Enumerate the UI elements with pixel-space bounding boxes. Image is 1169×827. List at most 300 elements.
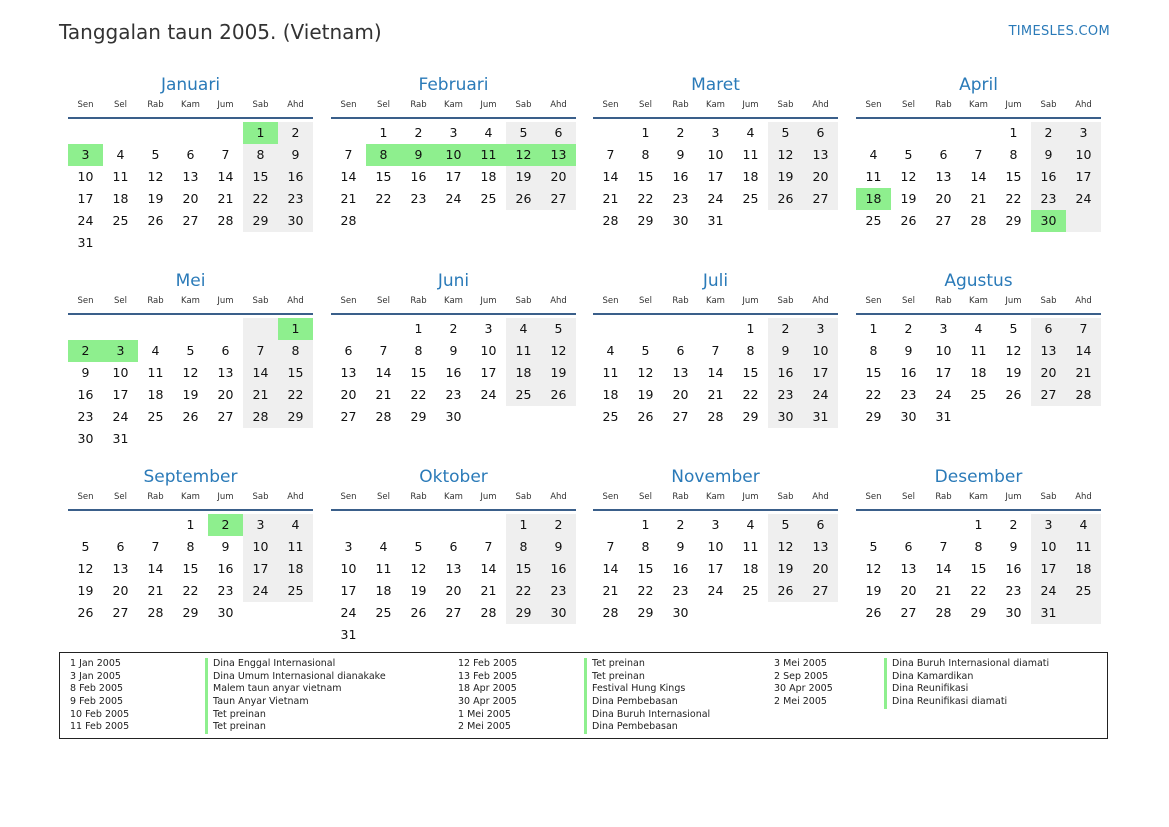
day-cell: 22 (410, 387, 427, 402)
weekday-label: Sel (639, 296, 652, 306)
weekday-label: Jum (1005, 100, 1022, 110)
day-cell: 18 (147, 387, 164, 402)
weekday-label: Sen (77, 100, 94, 110)
weekday-label: Jum (1005, 296, 1022, 306)
day-cell: 16 (1040, 169, 1057, 184)
day-cell: 27 (112, 605, 129, 620)
day-cell: 19 (900, 191, 917, 206)
day-cell: 7 (256, 343, 265, 358)
day-cell: 24 (445, 191, 462, 206)
day-cell: 18 (515, 365, 532, 380)
weekday-label: Sen (77, 492, 94, 502)
day-cell: 4 (291, 517, 300, 532)
day-cell: 21 (252, 387, 269, 402)
day-cell: 1 (746, 321, 755, 336)
weekday-label: Rab (410, 296, 427, 306)
day-cell: 9 (1009, 539, 1018, 554)
day-cell: 28 (147, 605, 164, 620)
day-cell: 1 (641, 517, 650, 532)
legend-holiday-name: Dina Buruh Internasional (584, 709, 710, 722)
legend-names-1 (205, 658, 386, 734)
day-grid (856, 511, 1101, 643)
day-cell: 7 (939, 539, 948, 554)
day-cell: 11 (1075, 539, 1092, 554)
weekday-label: Sab (252, 100, 269, 110)
weekday-label: Ahd (812, 100, 829, 110)
day-cell: 5 (641, 343, 650, 358)
day-cell: 8 (291, 343, 300, 358)
day-cell: 2 (676, 125, 685, 140)
day-cell: 22 (375, 191, 392, 206)
day-cell: 22 (287, 387, 304, 402)
day-cell: 17 (77, 191, 94, 206)
day-cell: 25 (112, 213, 129, 228)
weekday-label: Ahd (550, 492, 567, 502)
day-cell: 19 (550, 365, 567, 380)
day-grid (331, 315, 576, 447)
weekday-label: Rab (147, 296, 164, 306)
legend-date: 30 Apr 2005 (774, 683, 833, 695)
holiday-legend (59, 652, 1108, 739)
day-cell: 25 (1075, 583, 1092, 598)
day-cell: 2 (676, 517, 685, 532)
day-cell: 21 (1075, 365, 1092, 380)
day-cell: 14 (480, 561, 497, 576)
day-cell: 23 (1040, 191, 1057, 206)
day-cell: 24 (707, 191, 724, 206)
day-cell: 8 (186, 539, 195, 554)
day-cell: 28 (707, 409, 724, 424)
day-cell: 16 (287, 169, 304, 184)
day-cell: 6 (186, 147, 195, 162)
day-cell: 10 (112, 365, 129, 380)
day-cell: 29 (865, 409, 882, 424)
day-cell: 8 (256, 147, 265, 162)
day-cell: 30 (550, 605, 567, 620)
day-cell: 23 (410, 191, 427, 206)
day-cell: 15 (865, 365, 882, 380)
day-cell: 8 (1009, 147, 1018, 162)
legend-date: 13 Feb 2005 (458, 670, 518, 682)
day-cell: 26 (550, 387, 567, 402)
day-cell: 15 (252, 169, 269, 184)
day-cell: 21 (602, 191, 619, 206)
brand-link[interactable]: TIMESLES.COM (1008, 24, 1110, 39)
day-cell: 26 (777, 191, 794, 206)
weekday-label: Ahd (550, 296, 567, 306)
day-cell: 1 (379, 125, 388, 140)
day-cell: 14 (707, 365, 724, 380)
day-cell: 7 (379, 343, 388, 358)
weekday-label: Sel (639, 492, 652, 502)
day-cell: 3 (344, 539, 353, 554)
day-cell: 20 (812, 561, 829, 576)
day-cell: 22 (970, 583, 987, 598)
day-cell: 5 (781, 517, 790, 532)
weekday-label: Kam (706, 492, 725, 502)
month-name: Desember (934, 467, 1023, 487)
day-grid (68, 119, 313, 251)
day-cell: 29 (410, 409, 427, 424)
weekday-label: Ahd (550, 100, 567, 110)
day-cell: 2 (449, 321, 458, 336)
day-cell: 25 (375, 605, 392, 620)
day-cell: 9 (81, 365, 90, 380)
legend-date: 12 Feb 2005 (458, 658, 518, 669)
day-cell: 6 (904, 539, 913, 554)
day-cell: 6 (676, 343, 685, 358)
day-cell: 10 (1075, 147, 1092, 162)
day-cell: 23 (77, 409, 94, 424)
day-cell: 21 (375, 387, 392, 402)
weekday-label: Ahd (1075, 492, 1092, 502)
day-cell: 31 (812, 409, 829, 424)
day-cell: 25 (147, 409, 164, 424)
day-cell: 20 (812, 169, 829, 184)
day-cell: 28 (217, 213, 234, 228)
day-cell: 5 (151, 147, 160, 162)
weekday-label: Kam (969, 100, 988, 110)
day-cell: 10 (707, 539, 724, 554)
day-cell: 17 (340, 583, 357, 598)
day-cell: 6 (449, 539, 458, 554)
day-cell: 5 (1009, 321, 1018, 336)
day-cell: 7 (606, 539, 615, 554)
day-cell: 15 (637, 561, 654, 576)
day-cell: 23 (287, 191, 304, 206)
weekday-label: Kam (969, 492, 988, 502)
day-cell: 29 (637, 605, 654, 620)
day-grid (593, 511, 838, 643)
day-cell: 25 (865, 213, 882, 228)
day-cell: 26 (77, 605, 94, 620)
weekday-label: Sen (602, 100, 619, 110)
day-cell: 1 (641, 125, 650, 140)
legend-date: 2 Sep 2005 (774, 670, 829, 682)
legend-date: 11 Feb 2005 (70, 721, 130, 733)
day-cell: 11 (375, 561, 392, 576)
day-cell: 24 (812, 387, 829, 402)
day-cell: 21 (340, 191, 357, 206)
legend-date: 8 Feb 2005 (70, 683, 124, 695)
weekday-label: Sen (77, 296, 94, 306)
day-cell: 4 (1079, 517, 1088, 532)
legend-holiday-name: Tet preinan (584, 671, 710, 684)
day-cell: 9 (676, 539, 685, 554)
day-cell: 20 (900, 583, 917, 598)
day-cell: 21 (217, 191, 234, 206)
day-cell: 11 (147, 365, 164, 380)
day-cell: 16 (77, 387, 94, 402)
weekday-label: Rab (935, 492, 952, 502)
day-cell: 27 (812, 191, 829, 206)
weekday-label: Sab (252, 296, 269, 306)
legend-names-3 (884, 658, 1049, 709)
day-cell: 14 (602, 169, 619, 184)
weekday-label: Jum (480, 100, 497, 110)
day-cell: 30 (777, 409, 794, 424)
day-cell: 31 (1040, 605, 1057, 620)
day-cell: 3 (939, 321, 948, 336)
weekday-label: Sen (865, 100, 882, 110)
day-cell: 17 (1075, 169, 1092, 184)
day-cell: 4 (974, 321, 983, 336)
day-cell: 18 (112, 191, 129, 206)
weekday-label: Sel (114, 492, 127, 502)
weekday-label: Ahd (1075, 100, 1092, 110)
page-title: Tanggalan taun 2005. (Vietnam) (59, 20, 382, 44)
day-cell: 12 (77, 561, 94, 576)
legend-date: 30 Apr 2005 (458, 696, 517, 708)
day-cell: 20 (550, 169, 567, 184)
legend-dates-2 (458, 658, 517, 734)
day-cell: 30 (672, 605, 689, 620)
day-cell: 12 (182, 365, 199, 380)
day-cell: 29 (252, 213, 269, 228)
weekday-label: Sen (340, 296, 357, 306)
day-cell: 15 (375, 169, 392, 184)
day-grid (331, 119, 576, 251)
weekday-label: Jum (480, 492, 497, 502)
month-name: Juni (437, 271, 470, 291)
day-cell: 13 (812, 539, 829, 554)
day-cell: 11 (865, 169, 882, 184)
day-cell: 5 (414, 539, 423, 554)
weekday-label: Sab (515, 100, 532, 110)
month-name: Februari (418, 75, 489, 95)
day-cell: 13 (340, 365, 357, 380)
day-cell: 3 (256, 517, 265, 532)
weekday-label: Rab (147, 492, 164, 502)
weekday-label: Sab (1040, 296, 1057, 306)
weekday-label: Jum (217, 296, 234, 306)
day-cell: 24 (252, 583, 269, 598)
day-cell: 12 (147, 169, 164, 184)
day-cell: 9 (554, 539, 563, 554)
day-cell: 27 (672, 409, 689, 424)
day-cell: 7 (974, 147, 983, 162)
day-cell: 3 (711, 517, 720, 532)
day-cell: 12 (410, 561, 427, 576)
day-cell: 25 (742, 191, 759, 206)
holiday-day-cell: 9 (401, 144, 436, 166)
day-cell: 16 (445, 365, 462, 380)
holiday-day-cell: 13 (541, 144, 576, 166)
weekday-label: Ahd (287, 100, 304, 110)
day-cell: 20 (672, 387, 689, 402)
day-cell: 18 (602, 387, 619, 402)
weekday-header (331, 296, 576, 315)
day-cell: 8 (641, 539, 650, 554)
day-cell: 9 (221, 539, 230, 554)
day-cell: 17 (707, 561, 724, 576)
weekday-label: Sel (902, 100, 915, 110)
day-cell: 29 (970, 605, 987, 620)
month-januari (68, 74, 313, 251)
month-juli (593, 270, 838, 447)
day-cell: 27 (812, 583, 829, 598)
holiday-day-cell: 8 (366, 144, 401, 166)
weekday-label: Jum (217, 100, 234, 110)
month-name: Maret (691, 75, 740, 95)
day-cell: 23 (217, 583, 234, 598)
weekday-label: Kam (444, 492, 463, 502)
day-cell: 25 (602, 409, 619, 424)
day-cell: 24 (707, 583, 724, 598)
day-cell: 24 (112, 409, 129, 424)
day-cell: 27 (340, 409, 357, 424)
day-cell: 12 (637, 365, 654, 380)
day-cell: 26 (147, 213, 164, 228)
weekday-label: Sel (639, 100, 652, 110)
day-cell: 29 (182, 605, 199, 620)
day-cell: 9 (1044, 147, 1053, 162)
day-cell: 10 (1040, 539, 1057, 554)
day-cell: 26 (515, 191, 532, 206)
day-cell: 4 (746, 125, 755, 140)
weekday-header (593, 296, 838, 315)
day-cell: 23 (1005, 583, 1022, 598)
weekday-label: Sab (777, 492, 794, 502)
day-cell: 28 (480, 605, 497, 620)
day-cell: 16 (1005, 561, 1022, 576)
day-cell: 26 (865, 605, 882, 620)
weekday-label: Sen (340, 492, 357, 502)
day-cell: 16 (550, 561, 567, 576)
weekday-label: Kam (706, 100, 725, 110)
day-cell: 12 (550, 343, 567, 358)
day-cell: 20 (217, 387, 234, 402)
day-grid (331, 511, 576, 643)
day-cell: 22 (1005, 191, 1022, 206)
day-cell: 7 (221, 147, 230, 162)
day-cell: 21 (707, 387, 724, 402)
day-cell: 20 (182, 191, 199, 206)
day-cell: 28 (602, 605, 619, 620)
day-cell: 31 (77, 235, 94, 250)
weekday-label: Jum (742, 492, 759, 502)
day-cell: 3 (1079, 125, 1088, 140)
day-cell: 13 (900, 561, 917, 576)
legend-holiday-name: Tet preinan (205, 721, 386, 734)
day-cell: 11 (287, 539, 304, 554)
day-cell: 22 (742, 387, 759, 402)
weekday-label: Rab (935, 296, 952, 306)
day-cell: 5 (186, 343, 195, 358)
month-november (593, 466, 838, 643)
weekday-label: Sen (602, 296, 619, 306)
day-cell: 14 (1075, 343, 1092, 358)
month-desember (856, 466, 1101, 643)
day-cell: 19 (777, 561, 794, 576)
day-cell: 3 (449, 125, 458, 140)
legend-date: 1 Jan 2005 (70, 658, 121, 669)
day-cell: 18 (287, 561, 304, 576)
holiday-day-cell: 30 (1031, 210, 1066, 232)
day-cell: 2 (781, 321, 790, 336)
day-cell: 28 (602, 213, 619, 228)
weekday-label: Sel (377, 100, 390, 110)
day-cell: 15 (970, 561, 987, 576)
day-cell: 15 (515, 561, 532, 576)
day-cell: 21 (602, 583, 619, 598)
day-cell: 30 (900, 409, 917, 424)
day-cell: 13 (812, 147, 829, 162)
weekday-label: Rab (672, 492, 689, 502)
day-cell: 10 (935, 343, 952, 358)
day-cell: 1 (869, 321, 878, 336)
day-cell: 9 (676, 147, 685, 162)
day-cell: 5 (781, 125, 790, 140)
weekday-label: Sab (1040, 492, 1057, 502)
day-cell: 16 (777, 365, 794, 380)
day-cell: 29 (1005, 213, 1022, 228)
day-cell: 28 (252, 409, 269, 424)
day-cell: 9 (291, 147, 300, 162)
day-cell: 25 (515, 387, 532, 402)
day-cell: 17 (112, 387, 129, 402)
day-cell: 20 (445, 583, 462, 598)
legend-date: 9 Feb 2005 (70, 696, 124, 708)
weekday-label: Kam (444, 296, 463, 306)
day-cell: 24 (935, 387, 952, 402)
day-cell: 4 (746, 517, 755, 532)
day-cell: 19 (182, 387, 199, 402)
day-cell: 7 (484, 539, 493, 554)
day-cell: 7 (151, 539, 160, 554)
day-cell: 19 (147, 191, 164, 206)
day-cell: 27 (900, 605, 917, 620)
day-cell: 1 (414, 321, 423, 336)
day-cell: 11 (742, 539, 759, 554)
month-name: September (143, 467, 238, 487)
day-cell: 1 (519, 517, 528, 532)
day-cell: 14 (375, 365, 392, 380)
day-cell: 2 (1044, 125, 1053, 140)
legend-date: 3 Mei 2005 (774, 658, 827, 669)
holiday-day-cell: 1 (278, 318, 313, 340)
day-cell: 28 (1075, 387, 1092, 402)
legend-holiday-name: Dina Reunifikasi diamati (884, 696, 1049, 709)
weekday-label: Sel (902, 296, 915, 306)
day-cell: 18 (742, 561, 759, 576)
day-cell: 27 (217, 409, 234, 424)
weekday-label: Sab (777, 296, 794, 306)
day-cell: 11 (515, 343, 532, 358)
day-grid (68, 315, 313, 447)
day-cell: 1 (1009, 125, 1018, 140)
legend-dates-3 (774, 658, 833, 709)
day-cell: 19 (777, 169, 794, 184)
day-cell: 23 (445, 387, 462, 402)
day-cell: 19 (637, 387, 654, 402)
day-cell: 12 (777, 147, 794, 162)
day-cell: 8 (519, 539, 528, 554)
day-cell: 9 (904, 343, 913, 358)
day-cell: 14 (970, 169, 987, 184)
day-cell: 2 (1009, 517, 1018, 532)
day-cell: 30 (445, 409, 462, 424)
legend-holiday-name: Dina Reunifikasi (884, 683, 1049, 696)
holiday-day-cell: 11 (471, 144, 506, 166)
day-cell: 15 (182, 561, 199, 576)
day-cell: 12 (1005, 343, 1022, 358)
month-juni (331, 270, 576, 447)
day-cell: 31 (935, 409, 952, 424)
weekday-label: Sab (515, 296, 532, 306)
day-cell: 19 (515, 169, 532, 184)
day-cell: 21 (147, 583, 164, 598)
